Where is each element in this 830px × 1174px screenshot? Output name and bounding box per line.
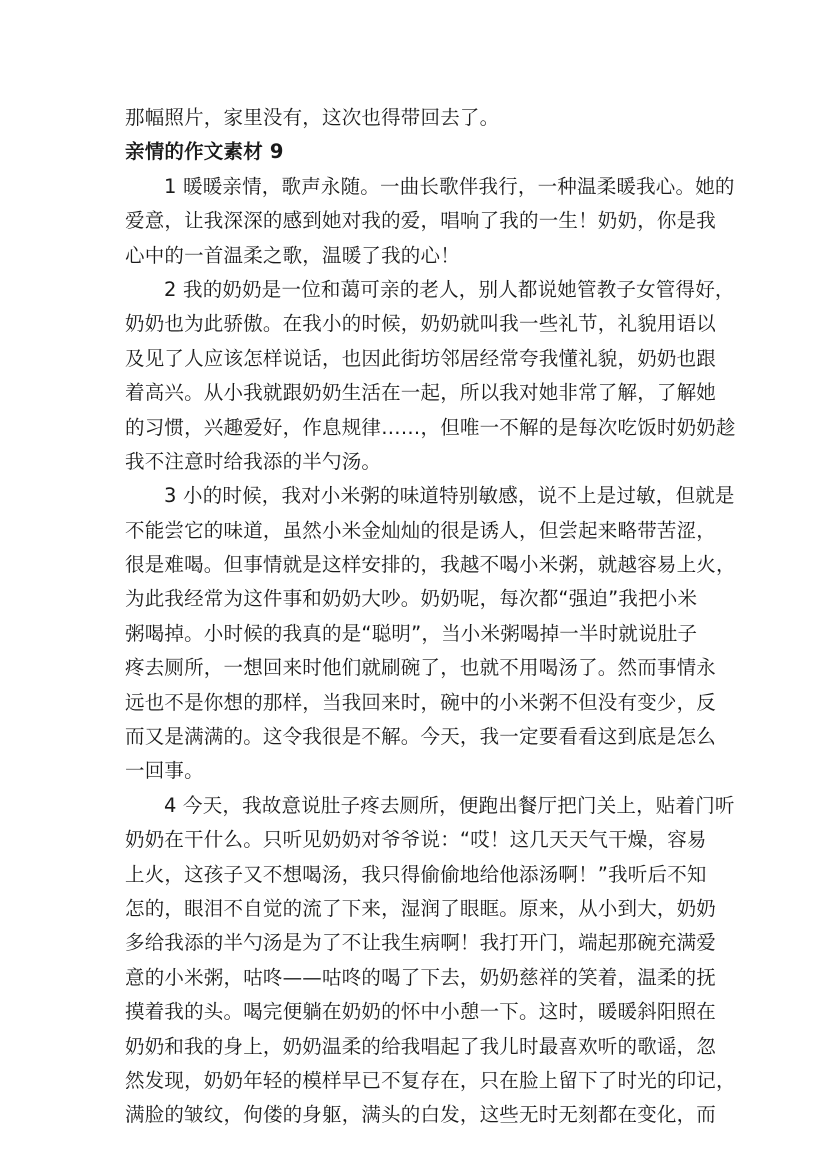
text-line: 而又是满满的。这令我很是不解。今天，我一定要看看这到底是怎么 (125, 725, 717, 749)
text-line: 4 今天，我故意说肚子疼去厕所，便跑出餐厅把门关上，贴着门听 (164, 793, 735, 817)
text-line: 疼去厕所，一想回来时他们就刷碗了，也就不用喝汤了。然而事情永 (125, 656, 717, 680)
text-line: 多给我添的半勺汤是为了不让我生病啊！我打开门，端起那碗充满爱 (125, 931, 717, 955)
text-line: 很是难喝。但事情就是这样安排的，我越不喝小米粥，就越容易上火， (125, 553, 736, 577)
text-line: 然发现，奶奶年轻的模样早已不复存在，只在脸上留下了时光的印记， (125, 1068, 736, 1092)
text-line: 粥喝掉。小时候的我真的是“聪明”，当小米粥喝掉一半时就说肚子 (125, 621, 698, 645)
text-line: 远也不是你想的那样，当我回来时，碗中的小米粥不但没有变少，反 (125, 690, 717, 714)
text-line: 意的小米粥，咕咚——咕咚的喝了下去，奶奶慈祥的笑着，温柔的抚 (125, 965, 717, 989)
document-body (125, 101, 736, 1133)
text-line: 奶奶在干什么。只听见奶奶对爷爷说：“哎！这几天天气干燥，容易 (125, 828, 707, 852)
text-line: 的习惯，兴趣爱好，作息规律……，但唯一不解的是每次吃饭时奶奶趁 (125, 415, 736, 439)
text-line: 满脸的皱纹，佝偻的身躯，满头的白发，这些无时无刻都在变化，而 (125, 1103, 717, 1127)
text-line: 3 小的时候，我对小米粥的味道特别敏感，说不上是过敏，但就是 (164, 484, 735, 508)
text-line: 怎的，眼泪不自觉的流了下来，湿润了眼眶。原来，从小到大，奶奶 (125, 896, 717, 920)
text-line: 摸着我的头。喝完便躺在奶奶的怀中小憩一下。这时，暖暖斜阳照在 (125, 1000, 717, 1024)
text-line: 爱意，让我深深的感到她对我的爱，唱响了我的一生！奶奶，你是我 (125, 209, 717, 233)
text-line: 及见了人应该怎样说话，也因此街坊邻居经常夸我懂礼貌，奶奶也跟 (125, 346, 717, 370)
text-line: 那幅照片，家里没有，这次也得带回去了。 (125, 106, 500, 129)
text-line: 奶奶也为此骄傲。在我小的时候，奶奶就叫我一些礼节，礼貌用语以 (125, 312, 717, 336)
section-heading: 亲情的作文素材 9 (125, 140, 284, 164)
text-line: 一回事。 (125, 759, 204, 783)
text-line: 奶奶和我的身上，奶奶温柔的给我唱起了我儿时最喜欢听的歌谣，忽 (125, 1034, 717, 1058)
text-line: 我不注意时给我添的半勺汤。 (125, 449, 382, 473)
text-line: 心中的一首温柔之歌，温暖了我的心！ (125, 243, 460, 267)
text-line: 1 暖暖亲情，歌声永随。一曲长歌伴我行，一种温柔暖我心。她的 (164, 174, 735, 198)
text-line: 着高兴。从小我就跟奶奶生活在一起，所以我对她非常了解，了解她 (125, 381, 717, 405)
text-line: 为此我经常为这件事和奶奶大吵。奶奶呢，每次都“强迫”我把小米 (125, 587, 698, 611)
text-line: 上火，这孩子又不想喝汤，我只得偷偷地给他添汤啊！”我听后不知 (125, 862, 707, 886)
text-line: 不能尝它的味道，虽然小米金灿灿的很是诱人，但尝起来略带苦涩， (125, 518, 717, 542)
text-line: 2 我的奶奶是一位和蔼可亲的老人，别人都说她管教子女管得好， (164, 277, 735, 301)
